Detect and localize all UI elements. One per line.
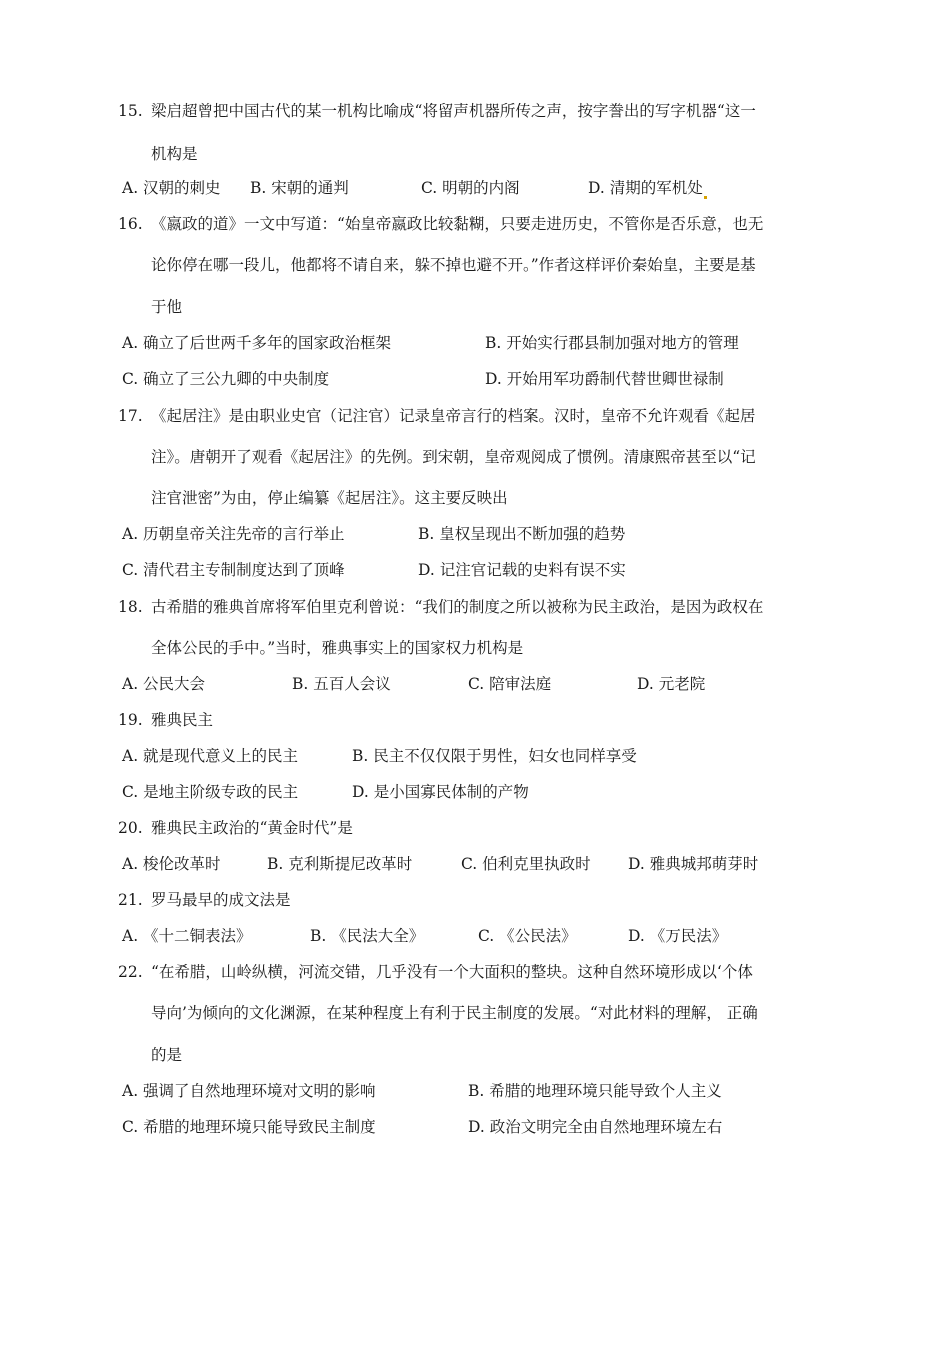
option-a: A. 《十二铜表法》 <box>122 927 252 945</box>
question-number: 15. <box>118 102 143 120</box>
option-c: C. 希腊的地理环境只能导致民主制度 <box>122 1118 376 1136</box>
option-b: B. 《民法大全》 <box>310 927 425 945</box>
option-c: C. 确立了三公九卿的中央制度 <box>122 370 330 388</box>
question-text-line: “在希腊，山岭纵横，河流交错，几乎没有一个大面积的整块。这种自然环境形成以‘个体 <box>151 963 753 981</box>
question-text-line: 雅典民主 <box>151 711 214 729</box>
question-text-line: 梁启超曾把中国古代的某一机构比喻成“将留声机器所传之声，按字誊出的写字机器“这一 <box>151 102 756 120</box>
question-text-line: 古希腊的雅典首席将军伯里克利曾说：“我们的制度之所以被称为民主政治，是因为政权在 <box>151 598 764 616</box>
question-text-line: 于他 <box>151 298 183 316</box>
question-text-line: 罗马最早的成文法是 <box>151 891 291 909</box>
question-text-line: 机构是 <box>151 145 198 163</box>
option-b: B. 开始实行郡县制加强对地方的管理 <box>485 334 739 352</box>
option-c: C. 清代君主专制制度达到了顶峰 <box>122 561 345 579</box>
option-d: D. 是小国寡民体制的产物 <box>352 783 529 801</box>
question-number: 17. <box>118 407 143 425</box>
question-text-line: 《嬴政的道》一文中写道：“始皇帝嬴政比较黏糊，只要走进历史，不管你是否乐意，也无 <box>151 215 764 233</box>
option-a: A. 就是现代意义上的民主 <box>122 747 299 765</box>
option-b: B. 民主不仅仅限于男性，妇女也同样享受 <box>352 747 637 765</box>
option-a: A. 汉朝的刺史 <box>122 179 221 197</box>
question-text-line: 注官泄密”为由，停止编纂《起居注》。这主要反映出 <box>151 489 508 507</box>
option-a: A. 历朝皇帝关注先帝的言行举止 <box>122 525 345 543</box>
option-b: B. 五百人会议 <box>292 675 391 693</box>
option-a: A. 强调了自然地理环境对文明的影响 <box>122 1082 376 1100</box>
question-number: 22. <box>118 963 143 981</box>
option-a: A. 确立了后世两千多年的国家政治框架 <box>122 334 392 352</box>
question-number: 19. <box>118 711 143 729</box>
option-d <box>588 177 707 199</box>
option-d: D. 雅典城邦萌芽时 <box>628 855 759 873</box>
question-number: 18. <box>118 598 143 616</box>
option-a: A. 梭伦改革时 <box>122 855 221 873</box>
option-b: B. 皇权呈现出不断加强的趋势 <box>418 525 626 543</box>
option-d: D. 元老院 <box>637 675 706 693</box>
option-d: D. 记注官记载的史料有误不实 <box>418 561 626 579</box>
option-c: C. 是地主阶级专政的民主 <box>122 783 299 801</box>
option-b: B. 希腊的地理环境只能导致个人主义 <box>468 1082 722 1100</box>
question-number: 21. <box>118 891 143 909</box>
option-d-text: D. 清期的军机处 <box>588 179 703 197</box>
option-d: D. 《万民法》 <box>628 927 728 945</box>
option-d: D. 政治文明完全由自然地理环境左右 <box>468 1118 723 1136</box>
question-text-line: 全体公民的手中。”当时，雅典事实上的国家权力机构是 <box>151 639 524 657</box>
option-c: C. 《公民法》 <box>478 927 577 945</box>
option-c: C. 明朝的内阁 <box>421 179 520 197</box>
question-number: 16. <box>118 215 143 233</box>
question-text-line: 注》。唐朝开了观看《起居注》的先例。到宋朝，皇帝观阅成了惯例。清康熙帝甚至以“记 <box>151 448 756 466</box>
highlight-mark <box>704 196 707 199</box>
option-a: A. 公民大会 <box>122 675 206 693</box>
question-text-line: 论你停在哪一段儿，他都将不请自来，躲不掉也避不开。”作者这样评价秦始皇，主要是基 <box>151 256 756 274</box>
option-b: B. 克利斯提尼改革时 <box>267 855 413 873</box>
option-c: C. 伯利克里执政时 <box>461 855 591 873</box>
question-text-line: 雅典民主政治的“黄金时代”是 <box>151 819 353 837</box>
option-c: C. 陪审法庭 <box>468 675 552 693</box>
option-d: D. 开始用军功爵制代替世卿世禄制 <box>485 370 724 388</box>
option-b: B. 宋朝的通判 <box>250 179 349 197</box>
question-text-line: 导向’为倾向的文化渊源，在某种程度上有利于民主制度的发展。“对此材料的理解， 正确 <box>151 1004 758 1022</box>
question-text-line: 的是 <box>151 1046 183 1064</box>
question-text-line: 《起居注》是由职业史官（记注官）记录皇帝言行的档案。汉时，皇帝不允许观看《起居 <box>151 407 756 425</box>
question-number: 20. <box>118 819 143 837</box>
